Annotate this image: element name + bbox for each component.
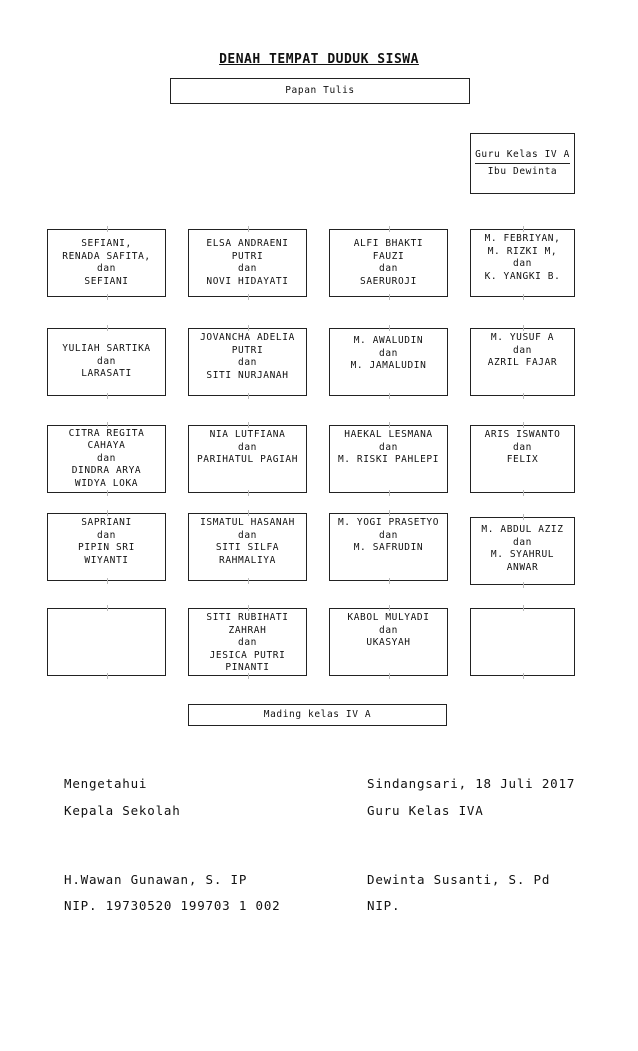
desk-edge-mark <box>107 673 108 679</box>
student-desk <box>470 608 575 676</box>
desk-edge-mark <box>523 393 524 399</box>
student-name-line: HAEKAL LESMANA <box>344 429 433 440</box>
student-name-line: dan <box>379 347 398 359</box>
sig-right-nip: NIP. <box>367 898 401 913</box>
student-name-line: CITRA REGITA <box>68 427 145 439</box>
student-name-line: FELIX <box>506 454 539 465</box>
desk-edge-mark <box>523 490 524 496</box>
desk-edge-mark <box>389 490 390 496</box>
desk-edge-mark <box>389 422 390 428</box>
desk-edge-mark <box>389 226 390 232</box>
student-name-line: dan <box>97 355 116 367</box>
student-name-line: M. SYAHRUL <box>490 549 555 560</box>
student-name-line: M. JAMALUDIN <box>350 360 427 371</box>
desk-edge-mark <box>389 325 390 331</box>
desk-edge-mark <box>107 605 108 611</box>
desk-edge-mark <box>107 226 108 232</box>
student-name-line: dan <box>238 441 257 453</box>
desk-edge-mark <box>107 393 108 399</box>
desk-edge-mark <box>248 294 249 300</box>
desk-edge-mark <box>248 673 249 679</box>
student-name-line: RENADA SAFITA, <box>62 250 151 262</box>
student-name-line: UKASYAH <box>366 637 411 648</box>
desk-edge-mark <box>523 673 524 679</box>
student-desk <box>470 328 575 396</box>
desk-edge-mark <box>107 578 108 584</box>
desk-edge-mark <box>389 578 390 584</box>
sig-left-acknowledged: Mengetahui <box>64 776 148 791</box>
desk-edge-mark <box>523 294 524 300</box>
student-name-line: dan <box>379 624 398 636</box>
student-name-line: AZRIL FAJAR <box>487 357 558 368</box>
bulletin-board-label: Mading kelas IV A <box>263 708 372 720</box>
student-desk <box>188 229 307 297</box>
student-name-line: ALFI BHAKTI <box>353 238 424 249</box>
desk-edge-mark <box>523 226 524 232</box>
student-desk <box>329 608 448 676</box>
student-name-line: M. AWALUDIN <box>353 335 424 346</box>
sig-right-role: Guru Kelas IVA <box>367 803 484 818</box>
teacher-desk-title: Guru Kelas IV A <box>475 149 570 164</box>
student-name-line: dan <box>238 263 257 274</box>
student-desk <box>47 328 166 396</box>
desk-edge-mark <box>248 490 249 496</box>
desk-edge-mark <box>248 422 249 428</box>
student-name-line: dan <box>379 529 398 541</box>
student-name-line: NOVI HIDAYATI <box>206 275 289 287</box>
student-desk <box>47 608 166 676</box>
desk-edge-mark <box>523 514 524 520</box>
student-name-line: NIA LUTFIANA <box>209 429 286 440</box>
desk-edge-mark <box>107 325 108 331</box>
desk-edge-mark <box>389 673 390 679</box>
student-name-line: WIYANTI <box>84 554 129 566</box>
student-name-line: SITI RUBIHATI <box>206 612 289 623</box>
student-desk <box>329 328 448 396</box>
desk-edge-mark <box>523 605 524 611</box>
student-name-line: PIPIN SRI <box>78 542 135 553</box>
desk-edge-mark <box>248 605 249 611</box>
student-name-line: dan <box>379 441 398 453</box>
student-name-line: PARIHATUL PAGIAH <box>196 454 299 465</box>
student-name-line: dan <box>513 536 532 548</box>
student-name-line: ANWAR <box>506 561 539 573</box>
bulletin-board <box>188 704 447 726</box>
desk-edge-mark <box>248 510 249 516</box>
sig-left-nip: NIP. 19730520 199703 1 002 <box>64 898 281 913</box>
student-name-line: JOVANCHA ADELIA <box>200 332 295 343</box>
student-name-line: ISMATUL HASANAH <box>200 517 295 528</box>
student-name-line: dan <box>238 357 257 368</box>
desk-edge-mark <box>389 393 390 399</box>
student-name-line: DINDRA ARYA <box>71 465 142 477</box>
student-name-line: dan <box>513 344 532 356</box>
student-name-line: RAHMALIYA <box>219 554 276 566</box>
desk-edge-mark <box>248 578 249 584</box>
desk-edge-mark <box>107 490 108 496</box>
student-desk <box>329 229 448 297</box>
desk-edge-mark <box>107 422 108 428</box>
desk-edge-mark <box>523 325 524 331</box>
student-name-line: SITI SILFA <box>215 542 280 553</box>
whiteboard-label: Papan Tulis <box>285 84 355 96</box>
sig-left-name: H.Wawan Gunawan, S. IP <box>64 872 248 887</box>
student-name-line: PINANTI <box>225 662 270 673</box>
page-title: DENAH TEMPAT DUDUK SISWA <box>219 52 419 67</box>
student-name-line: dan <box>238 529 257 541</box>
desk-edge-mark <box>107 510 108 516</box>
student-desk <box>470 425 575 493</box>
student-name-line: WIDYA LOKA <box>74 477 139 489</box>
student-name-line: dan <box>97 263 116 274</box>
student-name-line: KABOL MULYADI <box>347 612 430 623</box>
sig-right-place-date: Sindangsari, 18 Juli 2017 <box>367 776 576 791</box>
desk-edge-mark <box>389 510 390 516</box>
sig-right-name: Dewinta Susanti, S. Pd <box>367 872 551 887</box>
student-desk <box>329 425 448 493</box>
desk-edge-mark <box>107 294 108 300</box>
student-name-line: SEFIANI, <box>81 238 132 249</box>
student-name-line: SEFIANI <box>84 275 129 287</box>
student-name-line: M. RIZKI M, <box>487 245 558 257</box>
student-name-line: JESICA PUTRI <box>209 649 286 661</box>
student-desk <box>188 513 307 581</box>
student-name-line: ZAHRAH <box>228 624 267 636</box>
student-name-line: M. SAFRUDIN <box>353 542 424 553</box>
student-name-line: dan <box>97 452 116 464</box>
student-name-line: SITI NURJANAH <box>206 369 289 381</box>
student-name-line: ELSA ANDRAENI <box>206 238 289 249</box>
student-desk <box>470 517 575 585</box>
student-desk <box>47 425 166 493</box>
desk-edge-mark <box>248 325 249 331</box>
student-desk <box>188 608 307 676</box>
student-name-line: LARASATI <box>81 368 132 380</box>
student-name-line: M. FEBRIYAN, <box>484 233 561 244</box>
student-desk <box>470 229 575 297</box>
student-name-line: dan <box>513 441 532 453</box>
student-desk <box>47 513 166 581</box>
desk-edge-mark <box>523 422 524 428</box>
sig-left-role: Kepala Sekolah <box>64 803 181 818</box>
desk-edge-mark <box>248 393 249 399</box>
student-desk <box>188 328 307 396</box>
student-name-line: dan <box>379 263 398 274</box>
whiteboard <box>170 78 470 104</box>
student-name-line: M. RISKI PAHLEPI <box>337 454 440 465</box>
student-name-line: ARIS ISWANTO <box>484 429 561 440</box>
student-name-line: dan <box>238 637 257 648</box>
student-name-line: M. YOGI PRASETYO <box>337 517 440 528</box>
student-desk <box>47 229 166 297</box>
student-name-line: M. YUSUF A <box>490 332 555 343</box>
desk-edge-mark <box>248 226 249 232</box>
student-name-line: M. ABDUL AZIZ <box>481 524 564 535</box>
teacher-desk <box>470 133 575 194</box>
student-name-line: PUTRI <box>231 344 264 356</box>
student-name-line: dan <box>513 258 532 269</box>
student-desk <box>188 425 307 493</box>
student-name-line: PUTRI <box>231 250 264 262</box>
desk-edge-mark <box>389 294 390 300</box>
student-name-line: SAERUROJI <box>360 275 417 287</box>
student-name-line: FAUZI <box>372 250 405 262</box>
student-name-line: YULIAH SARTIKA <box>62 343 151 355</box>
teacher-desk-name: Ibu Dewinta <box>487 165 558 177</box>
student-name-line: K. YANGKI B. <box>484 270 561 282</box>
student-name-line: SAPRIANI <box>81 517 132 528</box>
desk-edge-mark <box>523 582 524 588</box>
student-name-line: CAHAYA <box>87 440 126 452</box>
desk-edge-mark <box>389 605 390 611</box>
student-name-line: dan <box>97 529 116 541</box>
student-desk <box>329 513 448 581</box>
